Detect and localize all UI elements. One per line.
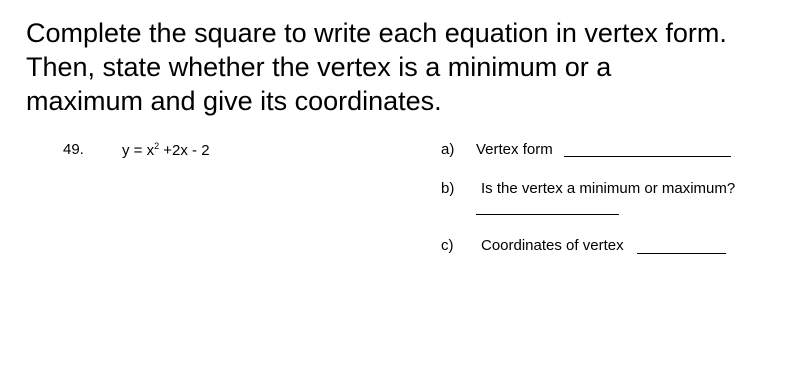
instructions-line-2: Then, state whether the vertex is a minimum or a xyxy=(26,52,612,82)
instructions-line-1: Complete the square to write each equation in vertex form. xyxy=(26,18,727,48)
question-b-label: b) xyxy=(441,180,455,197)
equation xyxy=(122,141,210,159)
answer-blank-a[interactable] xyxy=(564,156,731,157)
question-a-text: Vertex form xyxy=(476,141,553,158)
equation-prefix: y = x xyxy=(122,142,155,159)
answer-blank-b[interactable] xyxy=(476,214,619,215)
question-a-label: a) xyxy=(441,141,455,158)
question-b-text: Is the vertex a minimum or maximum? xyxy=(481,180,736,197)
instructions-line-3: maximum and give its coordinates. xyxy=(26,86,442,116)
instructions xyxy=(26,16,796,118)
equation-suffix: +2x - 2 xyxy=(159,142,210,159)
problem-number: 49. xyxy=(63,141,84,158)
answer-blank-c[interactable] xyxy=(637,253,726,254)
equation-exponent: 2 xyxy=(154,141,160,151)
question-c-text: Coordinates of vertex xyxy=(481,237,624,254)
question-c-label: c) xyxy=(441,237,454,254)
